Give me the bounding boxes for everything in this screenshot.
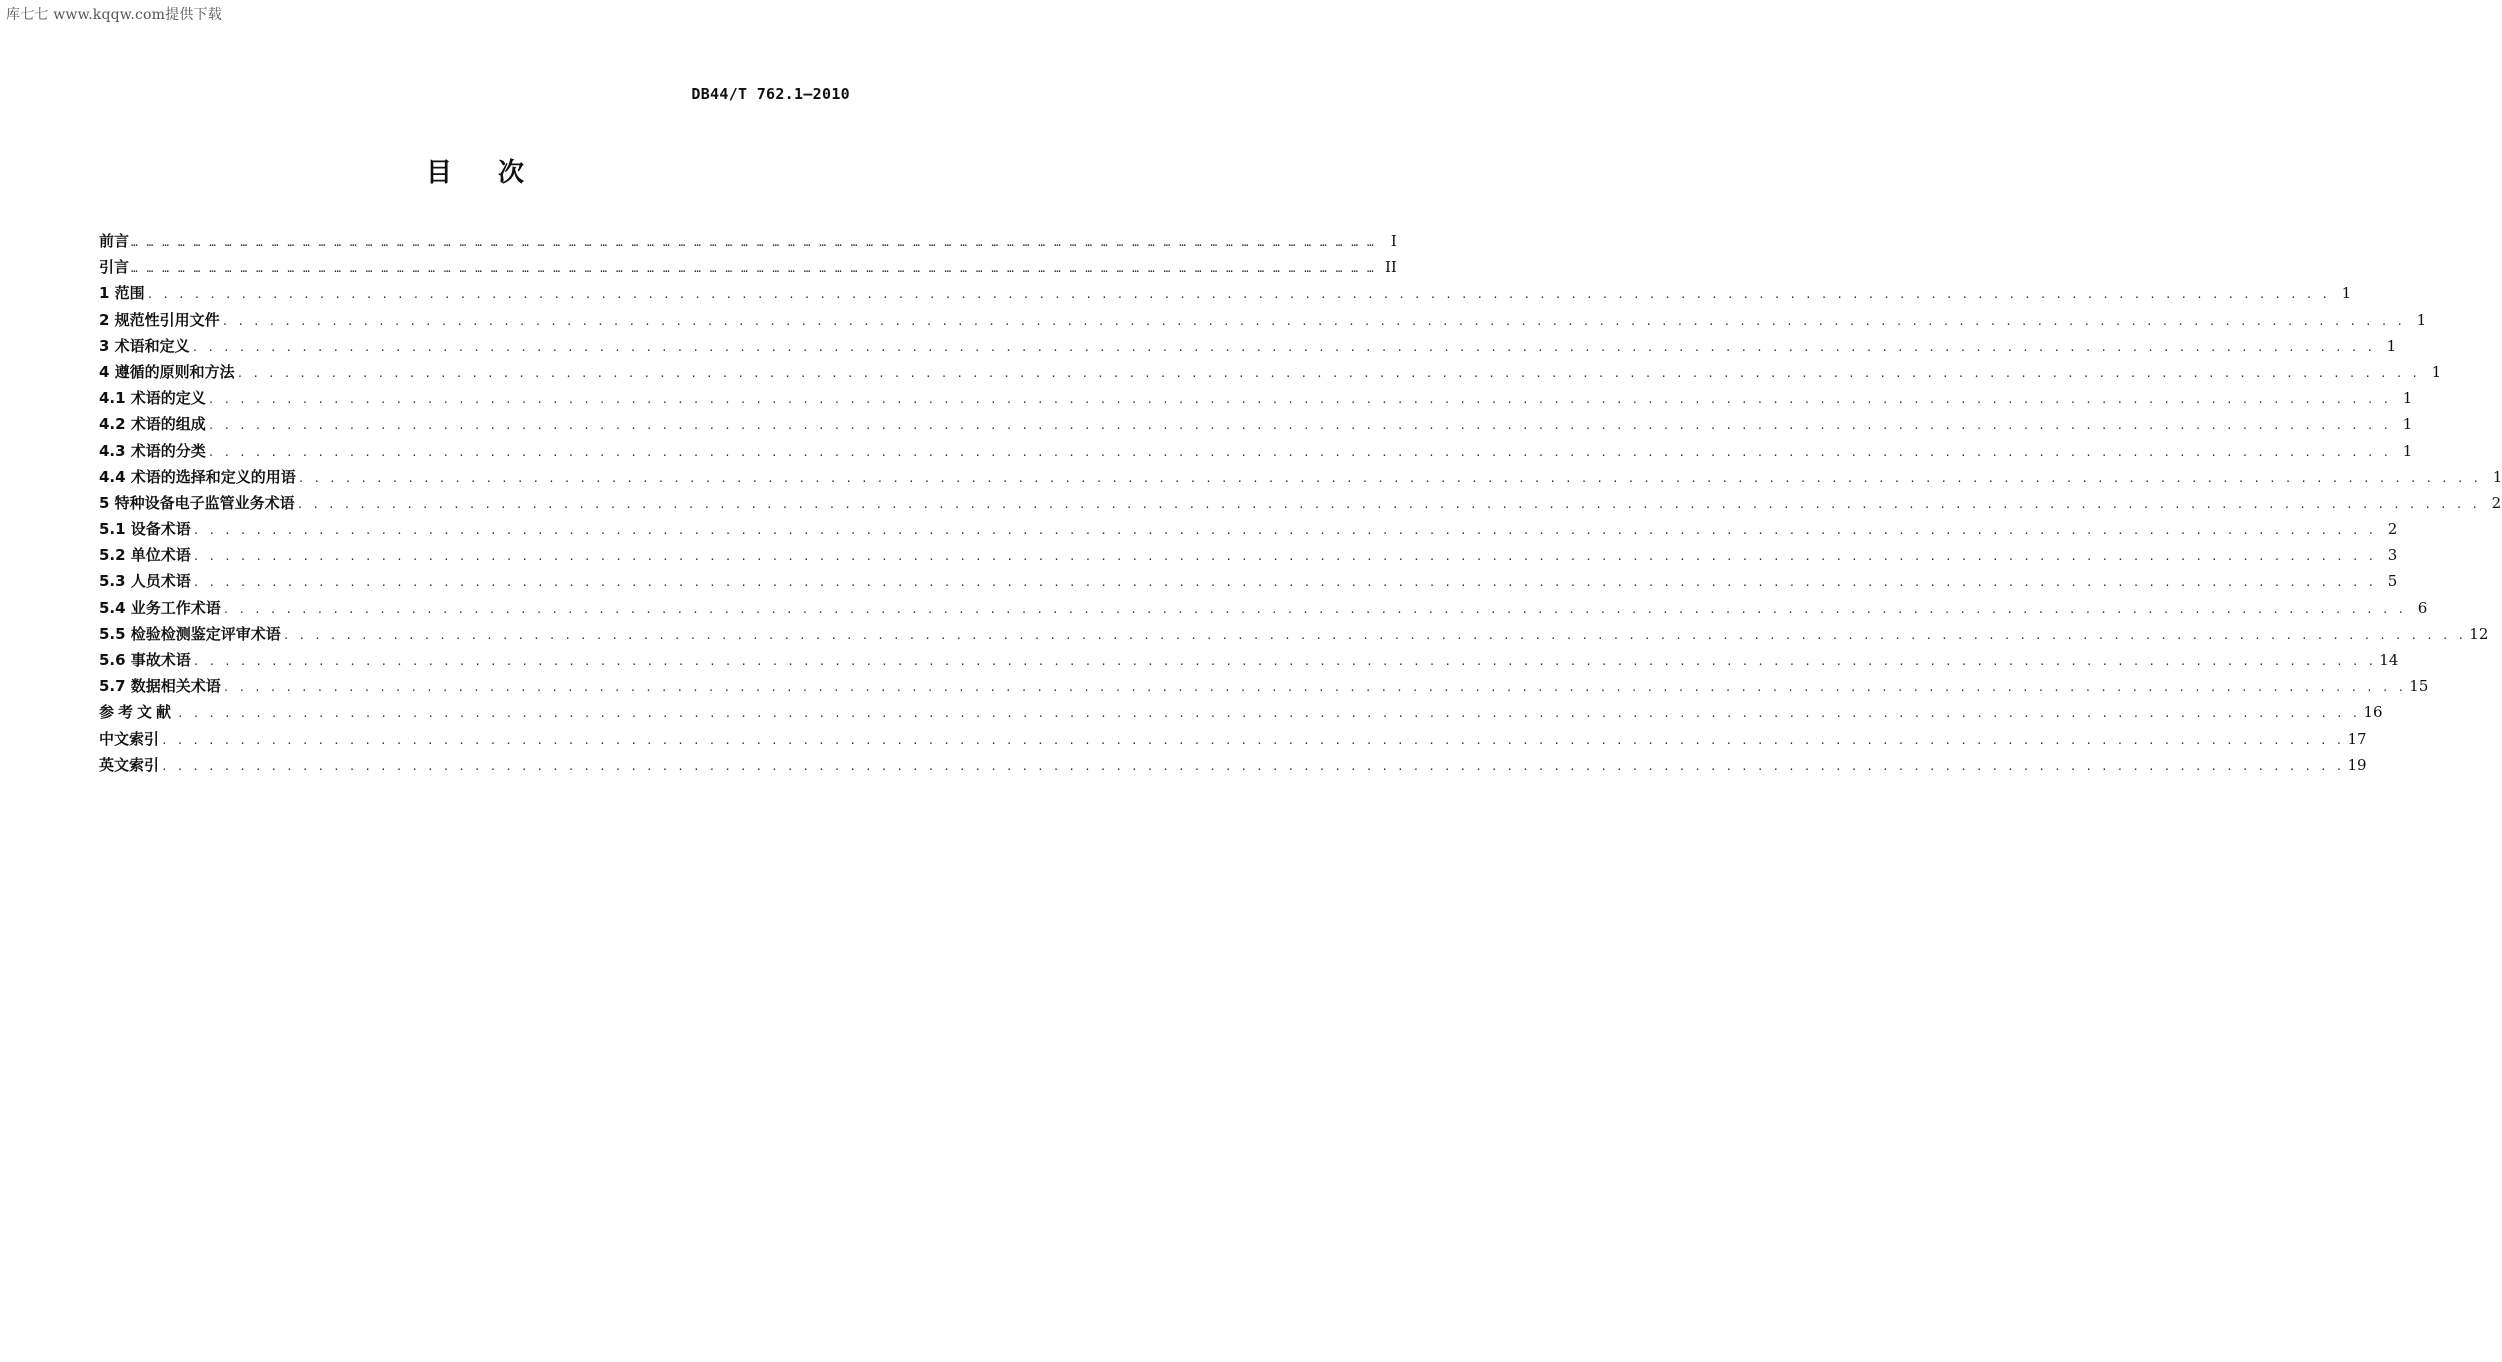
toc-leader-dots: . . . . . . . . . . . . . . . . . . . . . . . . . . . . . . . . . . . . . . . . . . . . . . . . . . . . . . . . . . . . . . . . . . . . . . . . . . . . . . . . . . . . . . . . . . . . . . . . . . . . . . . . . . . . . . . . . . . . . . . . . . . . . . . . . . . . . . . . . . . . — [297, 471, 2481, 485]
toc-entry[interactable] — [99, 595, 2428, 621]
toc-entry[interactable] — [99, 516, 2398, 542]
toc-leader-dots: … … … … … … … … … … … … … … … … … … … … … … … … … … … … … … … … … … … … … … … … … … … … … … … … … … … … … … … … … … … … … … … … … … … … … … … … … … … … … … … … — [131, 236, 1375, 249]
toc-entry[interactable] — [99, 385, 2413, 411]
toc-entry-label: 4.3 术语的分类 — [99, 441, 206, 460]
toc-entry-page-number: 1 — [2402, 389, 2413, 408]
toc-entry-label: 5.5 检验检测鉴定评审术语 — [99, 624, 281, 643]
toc-entry-label: 4.2 术语的组成 — [99, 415, 206, 434]
toc-entry-label: 5.3 人员术语 — [99, 572, 191, 591]
toc-entry[interactable] — [99, 307, 2427, 333]
toc-entry[interactable] — [99, 333, 2397, 359]
toc-leader-dots: . . . . . . . . . . . . . . . . . . . . . . . . . . . . . . . . . . . . . . . . . . . . . . . . . . . . . . . . . . . . . . . . . . . . . . . . . . . . . . . . . . . . . . . . . . . . . . . . . . . . . . . . . . . . . . . . . . . . . . . . . . . . . . . . . . . . . . . . . . . . — [221, 314, 2405, 328]
toc-entry-label: 5.4 业务工作术语 — [99, 598, 221, 617]
toc-leader-dots: . . . . . . . . . . . . . . . . . . . . . . . . . . . . . . . . . . . . . . . . . . . . . . . . . . . . . . . . . . . . . . . . . . . . . . . . . . . . . . . . . . . . . . . . . . . . . . . . . . . . . . . . . . . . . . . . . . . . . . . . . . . . . . . . . . . . . . . . . . . . — [296, 497, 2480, 511]
toc-entry[interactable] — [99, 752, 2367, 778]
toc-entry[interactable] — [99, 699, 2383, 725]
table-of-contents — [99, 228, 2502, 778]
toc-entry[interactable] — [99, 621, 2489, 647]
toc-entry-page-number: 14 — [2379, 651, 2399, 669]
toc-entry-page-number: I — [1390, 232, 1397, 250]
toc-entry-page-number: 12 — [2469, 624, 2489, 643]
toc-entry-label: 参考文献 — [99, 703, 176, 722]
toc-entry-page-number: 3 — [2387, 546, 2398, 565]
toc-leader-dots: . . . . . . . . . . . . . . . . . . . . . . . . . . . . . . . . . . . . . . . . . . . . . . . . . . . . . . . . . . . . . . . . . . . . . . . . . . . . . . . . . . . . . . . . . . . . . . . . . . . . . . . . . . . . . . . . . . . . . . . . . . . . . . . . . . . . . . . . . . . . — [161, 733, 2344, 747]
toc-entry-label: 5.6 事故术语 — [99, 651, 191, 669]
toc-entry-page-number: 2 — [2387, 520, 2398, 539]
toc-entry-label: 4.4 术语的选择和定义的用语 — [99, 467, 296, 486]
toc-entry-page-number: 1 — [2431, 362, 2442, 381]
toc-entry-page-number: 1 — [2386, 336, 2397, 355]
toc-entry[interactable] — [99, 280, 2352, 306]
toc-entry[interactable] — [99, 438, 2413, 464]
toc-entry-label: 2 规范性引用文件 — [99, 310, 220, 329]
toc-entry[interactable] — [99, 411, 2413, 437]
toc-entry-label: 4 遵循的原则和方法 — [99, 362, 235, 381]
toc-entry[interactable] — [99, 726, 2367, 752]
toc-entry[interactable] — [99, 673, 2429, 699]
toc-leader-dots: . . . . . . . . . . . . . . . . . . . . . . . . . . . . . . . . . . . . . . . . . . . . . . . . . . . . . . . . . . . . . . . . . . . . . . . . . . . . . . . . . . . . . . . . . . . . . . . . . . . . . . . . . . . . . . . . . . . . . . . . . . . . . . . . . . . . . . . . . . . . — [222, 602, 2406, 616]
toc-entry-label: 5.2 单位术语 — [99, 546, 191, 565]
toc-entry-page-number: 16 — [2363, 703, 2383, 722]
toc-leader-dots: . . . . . . . . . . . . . . . . . . . . . . . . . . . . . . . . . . . . . . . . . . . . . . . . . . . . . . . . . . . . . . . . . . . . . . . . . . . . . . . . . . . . . . . . . . . . . . . . . . . . . . . . . . . . . . . . . . . . . . . . . . . . . . . . . . . . . . . . . . . . — [192, 550, 2376, 564]
toc-entry-page-number: 19 — [2347, 755, 2367, 774]
toc-leader-dots: . . . . . . . . . . . . . . . . . . . . . . . . . . . . . . . . . . . . . . . . . . . . . . . . . . . . . . . . . . . . . . . . . . . . . . . . . . . . . . . . . . . . . . . . . . . . . . . . . . . . . . . . . . . . . . . . . . . . . . . . . . . . . . . . . . . . . . . . . . . . — [207, 419, 2391, 433]
toc-entry-page-number: 17 — [2347, 729, 2367, 748]
toc-leader-dots: . . . . . . . . . . . . . . . . . . . . . . . . . . . . . . . . . . . . . . . . . . . . . . . . . . . . . . . . . . . . . . . . . . . . . . . . . . . . . . . . . . . . . . . . . . . . . . . . . . . . . . . . . . . . . . . . . . . . . . . . . . . . . . . . . . . . . . . . . . . . — [192, 576, 2376, 590]
toc-entry-page-number: 6 — [2417, 598, 2428, 617]
toc-leader-dots: . . . . . . . . . . . . . . . . . . . . . . . . . . . . . . . . . . . . . . . . . . . . . . . . . . . . . . . . . . . . . . . . . . . . . . . . . . . . . . . . . . . . . . . . . . . . . . . . . . . . . . . . . . . . . . . . . . . . . . . . . . . . . . . . . . . . . . . . . . . . — [207, 393, 2391, 407]
toc-entry-page-number: 5 — [2387, 572, 2398, 591]
toc-entry-label: 5 特种设备电子监管业务术语 — [99, 493, 295, 512]
toc-entry-label: 4.1 术语的定义 — [99, 389, 206, 408]
toc-entry-label: 5.7 数据相关术语 — [99, 677, 221, 696]
watermark-text: 库七七 www.kqqw.com提供下载 — [6, 7, 222, 23]
toc-leader-dots: . . . . . . . . . . . . . . . . . . . . . . . . . . . . . . . . . . . . . . . . . . . . . . . . . . . . . . . . . . . . . . . . . . . . . . . . . . . . . . . . . . . . . . . . . . . . . . . . . . . . . . . . . . . . . . . . . . . . . . . . . . . . . . . . . . . . . . . . . . . . — [161, 759, 2344, 773]
toc-entry[interactable] — [99, 228, 1397, 254]
toc-entry[interactable] — [99, 254, 1397, 280]
toc-entry[interactable] — [99, 490, 2502, 516]
toc-leader-dots: . . . . . . . . . . . . . . . . . . . . . . . . . . . . . . . . . . . . . . . . . . . . . . . . . . . . . . . . . . . . . . . . . . . . . . . . . . . . . . . . . . . . . . . . . . . . . . . . . . . . . . . . . . . . . . . . . . . . . . . . . . . . . . . . . . . . . . . . . . . . — [222, 681, 2406, 695]
toc-entry-label: 引言 — [99, 258, 130, 277]
toc-leader-dots: . . . . . . . . . . . . . . . . . . . . . . . . . . . . . . . . . . . . . . . . . . . . . . . . . . . . . . . . . . . . . . . . . . . . . . . . . . . . . . . . . . . . . . . . . . . . . . . . . . . . . . . . . . . . . . . . . . . . . . . . . . . . . . . . . . . . . . . . . . . . — [191, 340, 2375, 354]
toc-leader-dots: . . . . . . . . . . . . . . . . . . . . . . . . . . . . . . . . . . . . . . . . . . . . . . . . . . . . . . . . . . . . . . . . . . . . . . . . . . . . . . . . . . . . . . . . . . . . . . . . . . . . . . . . . . . . . . . . . . . . . . . . . . . . . . . . . . . . . . . . . . . . — [177, 707, 2360, 721]
toc-entry-page-number: 1 — [2416, 310, 2427, 329]
toc-entry-page-number: 1 — [2402, 441, 2413, 460]
toc-leader-dots: . . . . . . . . . . . . . . . . . . . . . . . . . . . . . . . . . . . . . . . . . . . . . . . . . . . . . . . . . . . . . . . . . . . . . . . . . . . . . . . . . . . . . . . . . . . . . . . . . . . . . . . . . . . . . . . . . . . . . . . . . . . . . . . . . . . . . . . . . . . . — [207, 445, 2391, 459]
toc-leader-dots: . . . . . . . . . . . . . . . . . . . . . . . . . . . . . . . . . . . . . . . . . . . . . . . . . . . . . . . . . . . . . . . . . . . . . . . . . . . . . . . . . . . . . . . . . . . . . . . . . . . . . . . . . . . . . . . . . . . . . . . . . . . . . . . . . . . . . . . . . . . . — [192, 655, 2376, 668]
toc-entry-label: 1 范围 — [99, 284, 145, 303]
toc-leader-dots: … … … … … … … … … … … … … … … … … … … … … … … … … … … … … … … … … … … … … … … … … … … … … … … … … … … … … … … … … … … … … … … … … … … … … … … … … … … … … … … … — [131, 262, 1375, 276]
toc-entry[interactable] — [99, 359, 2442, 385]
toc-leader-dots: . . . . . . . . . . . . . . . . . . . . . . . . . . . . . . . . . . . . . . . . . . . . . . . . . . . . . . . . . . . . . . . . . . . . . . . . . . . . . . . . . . . . . . . . . . . . . . . . . . . . . . . . . . . . . . . . . . . . . . . . . . . . . . . . . . . . . . . . . . . . — [146, 288, 2330, 302]
toc-leader-dots: . . . . . . . . . . . . . . . . . . . . . . . . . . . . . . . . . . . . . . . . . . . . . . . . . . . . . . . . . . . . . . . . . . . . . . . . . . . . . . . . . . . . . . . . . . . . . . . . . . . . . . . . . . . . . . . . . . . . . . . . . . . . . . . . . . . . . . . . . . . . — [236, 366, 2420, 380]
toc-entry-page-number: 1 — [2492, 467, 2502, 486]
toc-entry-label: 3 术语和定义 — [99, 336, 190, 355]
toc-entry[interactable] — [99, 464, 2502, 490]
toc-entry-page-number: 15 — [2409, 677, 2429, 696]
page-title: 目次 — [425, 158, 570, 188]
toc-entry-page-number: 2 — [2491, 493, 2502, 512]
toc-entry-page-number: 1 — [2402, 415, 2413, 434]
toc-entry-label: 英文索引 — [99, 755, 160, 774]
toc-entry-label: 前言 — [99, 232, 130, 250]
toc-entry-page-number: 1 — [2341, 284, 2352, 303]
toc-entry[interactable] — [99, 647, 2399, 673]
toc-leader-dots: . . . . . . . . . . . . . . . . . . . . . . . . . . . . . . . . . . . . . . . . . . . . . . . . . . . . . . . . . . . . . . . . . . . . . . . . . . . . . . . . . . . . . . . . . . . . . . . . . . . . . . . . . . . . . . . . . . . . . . . . . . . . . . . . . . . . . . . . . . . . — [192, 524, 2376, 538]
toc-entry-label: 中文索引 — [99, 729, 160, 748]
toc-entry[interactable] — [99, 568, 2398, 594]
document-number: DB44/T 762.1—2010 — [691, 85, 850, 103]
toc-entry-page-number: II — [1384, 258, 1397, 277]
toc-leader-dots: . . . . . . . . . . . . . . . . . . . . . . . . . . . . . . . . . . . . . . . . . . . . . . . . . . . . . . . . . . . . . . . . . . . . . . . . . . . . . . . . . . . . . . . . . . . . . . . . . . . . . . . . . . . . . . . . . . . . . . . . . . . . . . . . . . . . . . . . . . . . — [282, 628, 2466, 642]
toc-entry-label: 5.1 设备术语 — [99, 520, 191, 539]
toc-entry[interactable] — [99, 542, 2398, 568]
